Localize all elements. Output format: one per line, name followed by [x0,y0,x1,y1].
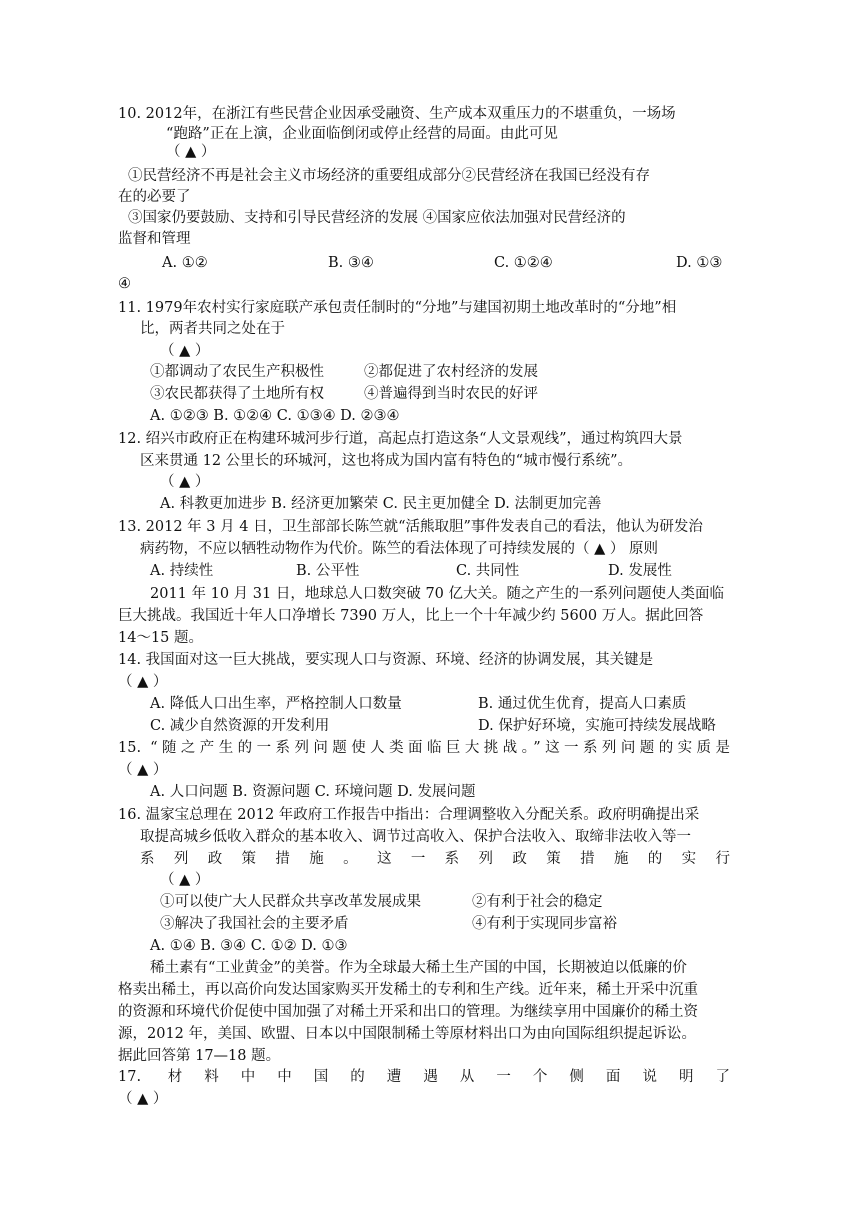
q15-line1: 15. “随之产生的一系列问题使人类面临巨大挑战。”这一系列问题的实质是 [118,740,730,756]
q14-line1: 14. 我国面对这一巨大挑战，要实现人口与资源、环境、经济的协调发展，其关键是 [118,652,654,668]
q12-options: A. 科教更加进步 B. 经济更加繁荣 C. 民主更加健全 D. 法制更加完善 [160,496,602,512]
q13-option-a: A. 持续性 [150,563,214,579]
passage-17-18-line3: 的资源和环境代价促使中国加强了对稀土开采和出口的管理。为继续享用中国廉价的稀土资 [118,1004,698,1020]
passage-17-18-line2: 格卖出稀土，再以高价向发达国家购买开发稀土的专利和生产线。近年来，稀土开采中沉重 [118,982,698,998]
q16-answer-blank: （ ▲ ） [160,872,210,888]
q14-option-a: A. 降低人口出生率，严格控制人口数量 [150,696,402,712]
passage-17-18-line5: 据此回答第 17—18 题。 [118,1048,281,1064]
q13-line1: 13. 2012 年 3 月 4 日，卫生部部长陈竺就“活熊取胆”事件发表自己的看法，他认为研发治 [118,519,703,535]
q16-statement-1: ①可以使广大人民群众共享改革发展成果 [160,894,421,910]
q14-answer-blank: （ ▲ ） [118,674,168,690]
q10-statement-cont: 在的必要了 [118,189,191,205]
q13-line2: 病药物，不应以牺牲动物作为代价。陈竺的看法体现了可持续发展的（ ▲ ） 原则 [140,541,658,557]
q16-statement-4: ④有利于实现同步富裕 [472,916,617,932]
q14-option-d: D. 保护好环境，实施可持续发展战略 [478,718,716,734]
passage-14-15-line3: 14～15 题。 [118,630,204,646]
q10-statement-1-2: ①民营经济不再是社会主义市场经济的重要组成部分②民营经济在我国已经没有存 [128,168,650,184]
q11-statement-4: ④普遍得到当时农民的好评 [364,386,538,402]
q16-line2: 取提高城乡低收入群众的基本收入、调节过高收入、保护合法收入、取缔非法收入等一 [140,829,691,845]
q11-statement-2: ②都促进了农村经济的发展 [364,364,538,380]
q17-line1: 17. 材料中中国的遭遇从一个侧面说明了 [118,1069,730,1085]
q12-line1: 12. 绍兴市政府正在构建环城河步行道，高起点打造这条“人文景观线”，通过构筑四大景 [118,431,683,447]
q11-answer-blank: （ ▲ ） [160,343,210,359]
q13-option-b: B. 公平性 [296,563,360,579]
q11-statement-3: ③农民都获得了土地所有权 [150,386,324,402]
q15-options: A. 人口问题 B. 资源问题 C. 环境问题 D. 发展问题 [150,784,476,800]
q10-option-d: D. ①③ [676,255,723,271]
q10-statement-cont2: 监督和管理 [118,231,191,247]
q14-option-b: B. 通过优生优育，提高人口素质 [478,696,687,712]
q10-option-d-wrap: ④ [118,276,131,292]
q16-statement-3: ③解决了我国社会的主要矛盾 [160,916,349,932]
q13-option-c: C. 共同性 [456,563,520,579]
q12-line2: 区来贯通 12 公里长的环城河，这也将成为国内富有特色的“城市慢行系统”。 [140,453,632,469]
q13-option-d: D. 发展性 [608,563,672,579]
q16-line1: 16. 温家宝总理在 2012 年政府工作报告中指出：合理调整收入分配关系。政府明确提出采 [118,807,700,823]
q11-options: A. ①②③ B. ①②④ C. ①③④ D. ②③④ [150,408,400,424]
passage-17-18-line1: 稀土素有“工业黄金”的美誉。作为全球最大稀土生产国的中国，长期被迫以低廉的价 [150,960,687,976]
q10-option-b: B. ③④ [328,255,374,271]
q11-line2: 比，两者共同之处在于 [140,321,285,337]
q15-answer-blank: （ ▲ ） [118,762,168,778]
q10-statement-3-4: ③国家仍要鼓励、支持和引导民营经济的发展 ④国家应依法加强对民营经济的 [128,210,626,226]
passage-17-18-line4: 源，2012 年，美国、欧盟、日本以中国限制稀土等原材料出口为由向国际组织提起诉讼。 [118,1026,697,1042]
q16-line3: 系列政策措施。这一系列政策措施的实行 [140,851,730,867]
q14-option-c: C. 减少自然资源的开发利用 [150,718,330,734]
passage-14-15-line2: 巨大挑战。我国近十年人口净增长 7390 万人，比上一个十年减少约 5600 万人。据此回答 [118,608,704,624]
q11-statement-1: ①都调动了农民生产积极性 [150,364,324,380]
q10-line1: 10. 2012年，在浙江有些民营企业因承受融资、生产成本双重压力的不堪重负，一场场 [118,106,676,122]
q16-statement-2: ②有利于社会的稳定 [472,894,603,910]
q10-line2: “跑路”正在上演，企业面临倒闭或停止经营的局面。由此可见 [166,126,558,142]
q10-answer-blank: （ ▲ ） [166,144,216,160]
q11-line1: 11. 1979年农村实行家庭联产承包责任制时的“分地”与建国初期土地改革时的“分地”相 [118,300,677,316]
passage-14-15-line1: 2011 年 10 月 31 日，地球总人口数突破 70 亿大关。随之产生的一系列问题使人类面临 [150,586,725,602]
q16-options: A. ①④ B. ③④ C. ①② D. ①③ [150,938,348,954]
q12-answer-blank: （ ▲ ） [160,474,210,490]
q10-option-a: A. ①② [162,255,208,271]
q17-answer-blank: （ ▲ ） [118,1091,168,1107]
q10-option-c: C. ①②④ [494,255,553,271]
